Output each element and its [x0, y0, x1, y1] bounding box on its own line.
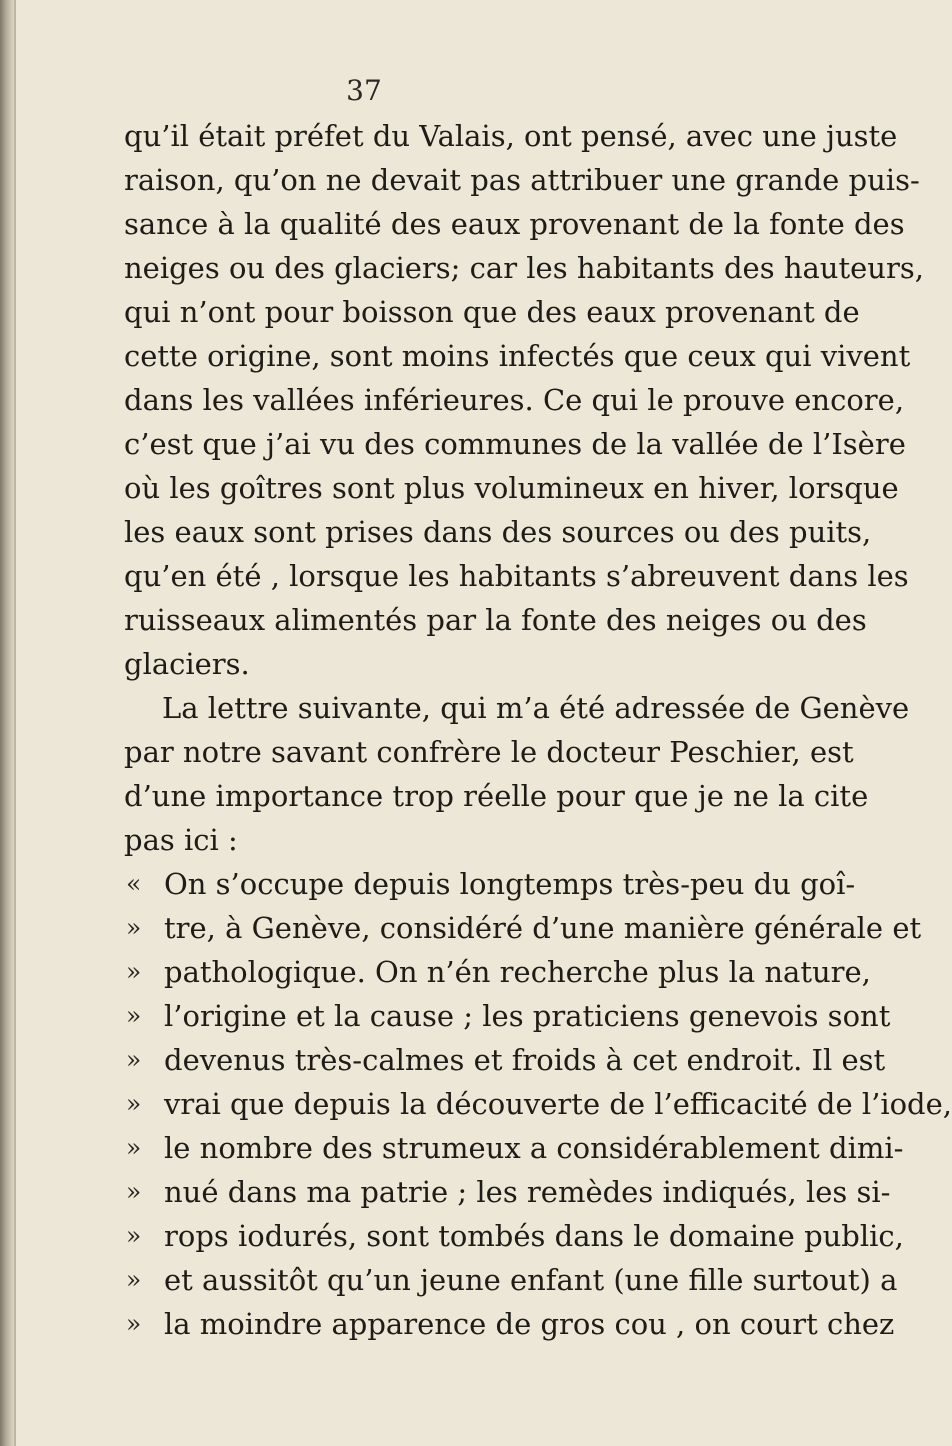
text-line [0, 248, 924, 288]
quote-mark: » [126, 1221, 142, 1250]
quoted-line [0, 864, 856, 904]
quoted-line [0, 1040, 886, 1080]
text-line [0, 292, 860, 332]
text-line [0, 160, 920, 200]
line-text: où les goîtres sont plus volumineux en hiver, lorsque [124, 471, 899, 505]
quote-mark: » [126, 957, 142, 986]
quote-mark: » [126, 1089, 142, 1118]
text-line [0, 204, 905, 244]
quoted-line [0, 1304, 895, 1344]
text-line [0, 512, 872, 552]
text-line [0, 116, 898, 156]
line-text: raison, qu’on ne devait pas attribuer une grande puis- [124, 163, 920, 197]
quoted-text: rops iodurés, sont tombés dans le domaine public, [164, 1219, 904, 1253]
quoted-text: l’origine et la cause ; les praticiens genevois sont [164, 999, 891, 1033]
line-text: par notre savant confrère le docteur Peschier, est [124, 735, 854, 769]
line-text: dans les vallées inférieures. Ce qui le prouve encore, [124, 383, 905, 417]
quote-mark: » [126, 1309, 142, 1338]
quote-mark: » [126, 913, 142, 942]
quoted-text: la moindre apparence de gros cou , on court chez [164, 1307, 895, 1341]
quoted-text: tre, à Genève, considéré d’une manière générale et [164, 911, 922, 945]
text-line [0, 776, 869, 816]
text-line [0, 380, 905, 420]
text-line [0, 600, 867, 640]
quoted-line [0, 952, 871, 992]
line-text: sance à la qualité des eaux provenant de la fonte des [124, 207, 905, 241]
text-line [0, 336, 911, 376]
quoted-line [0, 1084, 952, 1124]
quoted-line [0, 1216, 904, 1256]
text-line [0, 556, 909, 596]
text-line [0, 644, 800, 684]
text-line [0, 468, 899, 508]
line-text: neiges ou des glaciers; car les habitants des hauteurs, [124, 251, 924, 285]
quoted-text: devenus très-calmes et froids à cet endroit. Il est [164, 1043, 886, 1077]
page-number: 37 [346, 74, 382, 107]
paragraph-first-line [0, 688, 910, 728]
quoted-line [0, 1172, 891, 1212]
text-line [0, 732, 854, 772]
text-line [0, 820, 800, 860]
quoted-text: pathologique. On n’én recherche plus la nature, [164, 955, 871, 989]
line-text: qui n’ont pour boisson que des eaux provenant de [124, 295, 860, 329]
line-text: qu’en été , lorsque les habitants s’abreuvent dans les [124, 559, 909, 593]
quote-mark: » [126, 1045, 142, 1074]
text-line [0, 424, 906, 464]
quoted-line [0, 996, 891, 1036]
line-text: d’une importance trop réelle pour que je ne la cite [124, 779, 869, 813]
quoted-text: le nombre des strumeux a considérablement dimi- [164, 1131, 904, 1165]
line-text: pas ici : [124, 823, 238, 857]
quote-mark: » [126, 1133, 142, 1162]
line-text: La lettre suivante, qui m’a été adressée de Genève [162, 691, 910, 725]
quoted-line [0, 1128, 904, 1168]
line-text: les eaux sont prises dans des sources ou des puits, [124, 515, 872, 549]
quoted-line [0, 1260, 898, 1300]
quote-mark: « [126, 869, 142, 898]
quote-mark: » [126, 1177, 142, 1206]
line-text: qu’il était préfet du Valais, ont pensé, avec une juste [124, 119, 898, 153]
quoted-text: nué dans ma patrie ; les remèdes indiqués, les si- [164, 1175, 891, 1209]
line-text: glaciers. [124, 647, 250, 681]
quote-mark: » [126, 1001, 142, 1030]
line-text: c’est que j’ai vu des communes de la vallée de l’Isère [124, 427, 906, 461]
line-text: ruisseaux alimentés par la fonte des neiges ou des [124, 603, 867, 637]
quote-mark: » [126, 1265, 142, 1294]
quoted-text: vrai que depuis la découverte de l’efficacité de l’iode, [164, 1087, 952, 1121]
quoted-text: et aussitôt qu’un jeune enfant (une fille surtout) a [164, 1263, 898, 1297]
quoted-line [0, 908, 922, 948]
line-text: cette origine, sont moins infectés que ceux qui vivent [124, 339, 911, 373]
quoted-text: On s’occupe depuis longtemps très-peu du goî- [164, 867, 856, 901]
